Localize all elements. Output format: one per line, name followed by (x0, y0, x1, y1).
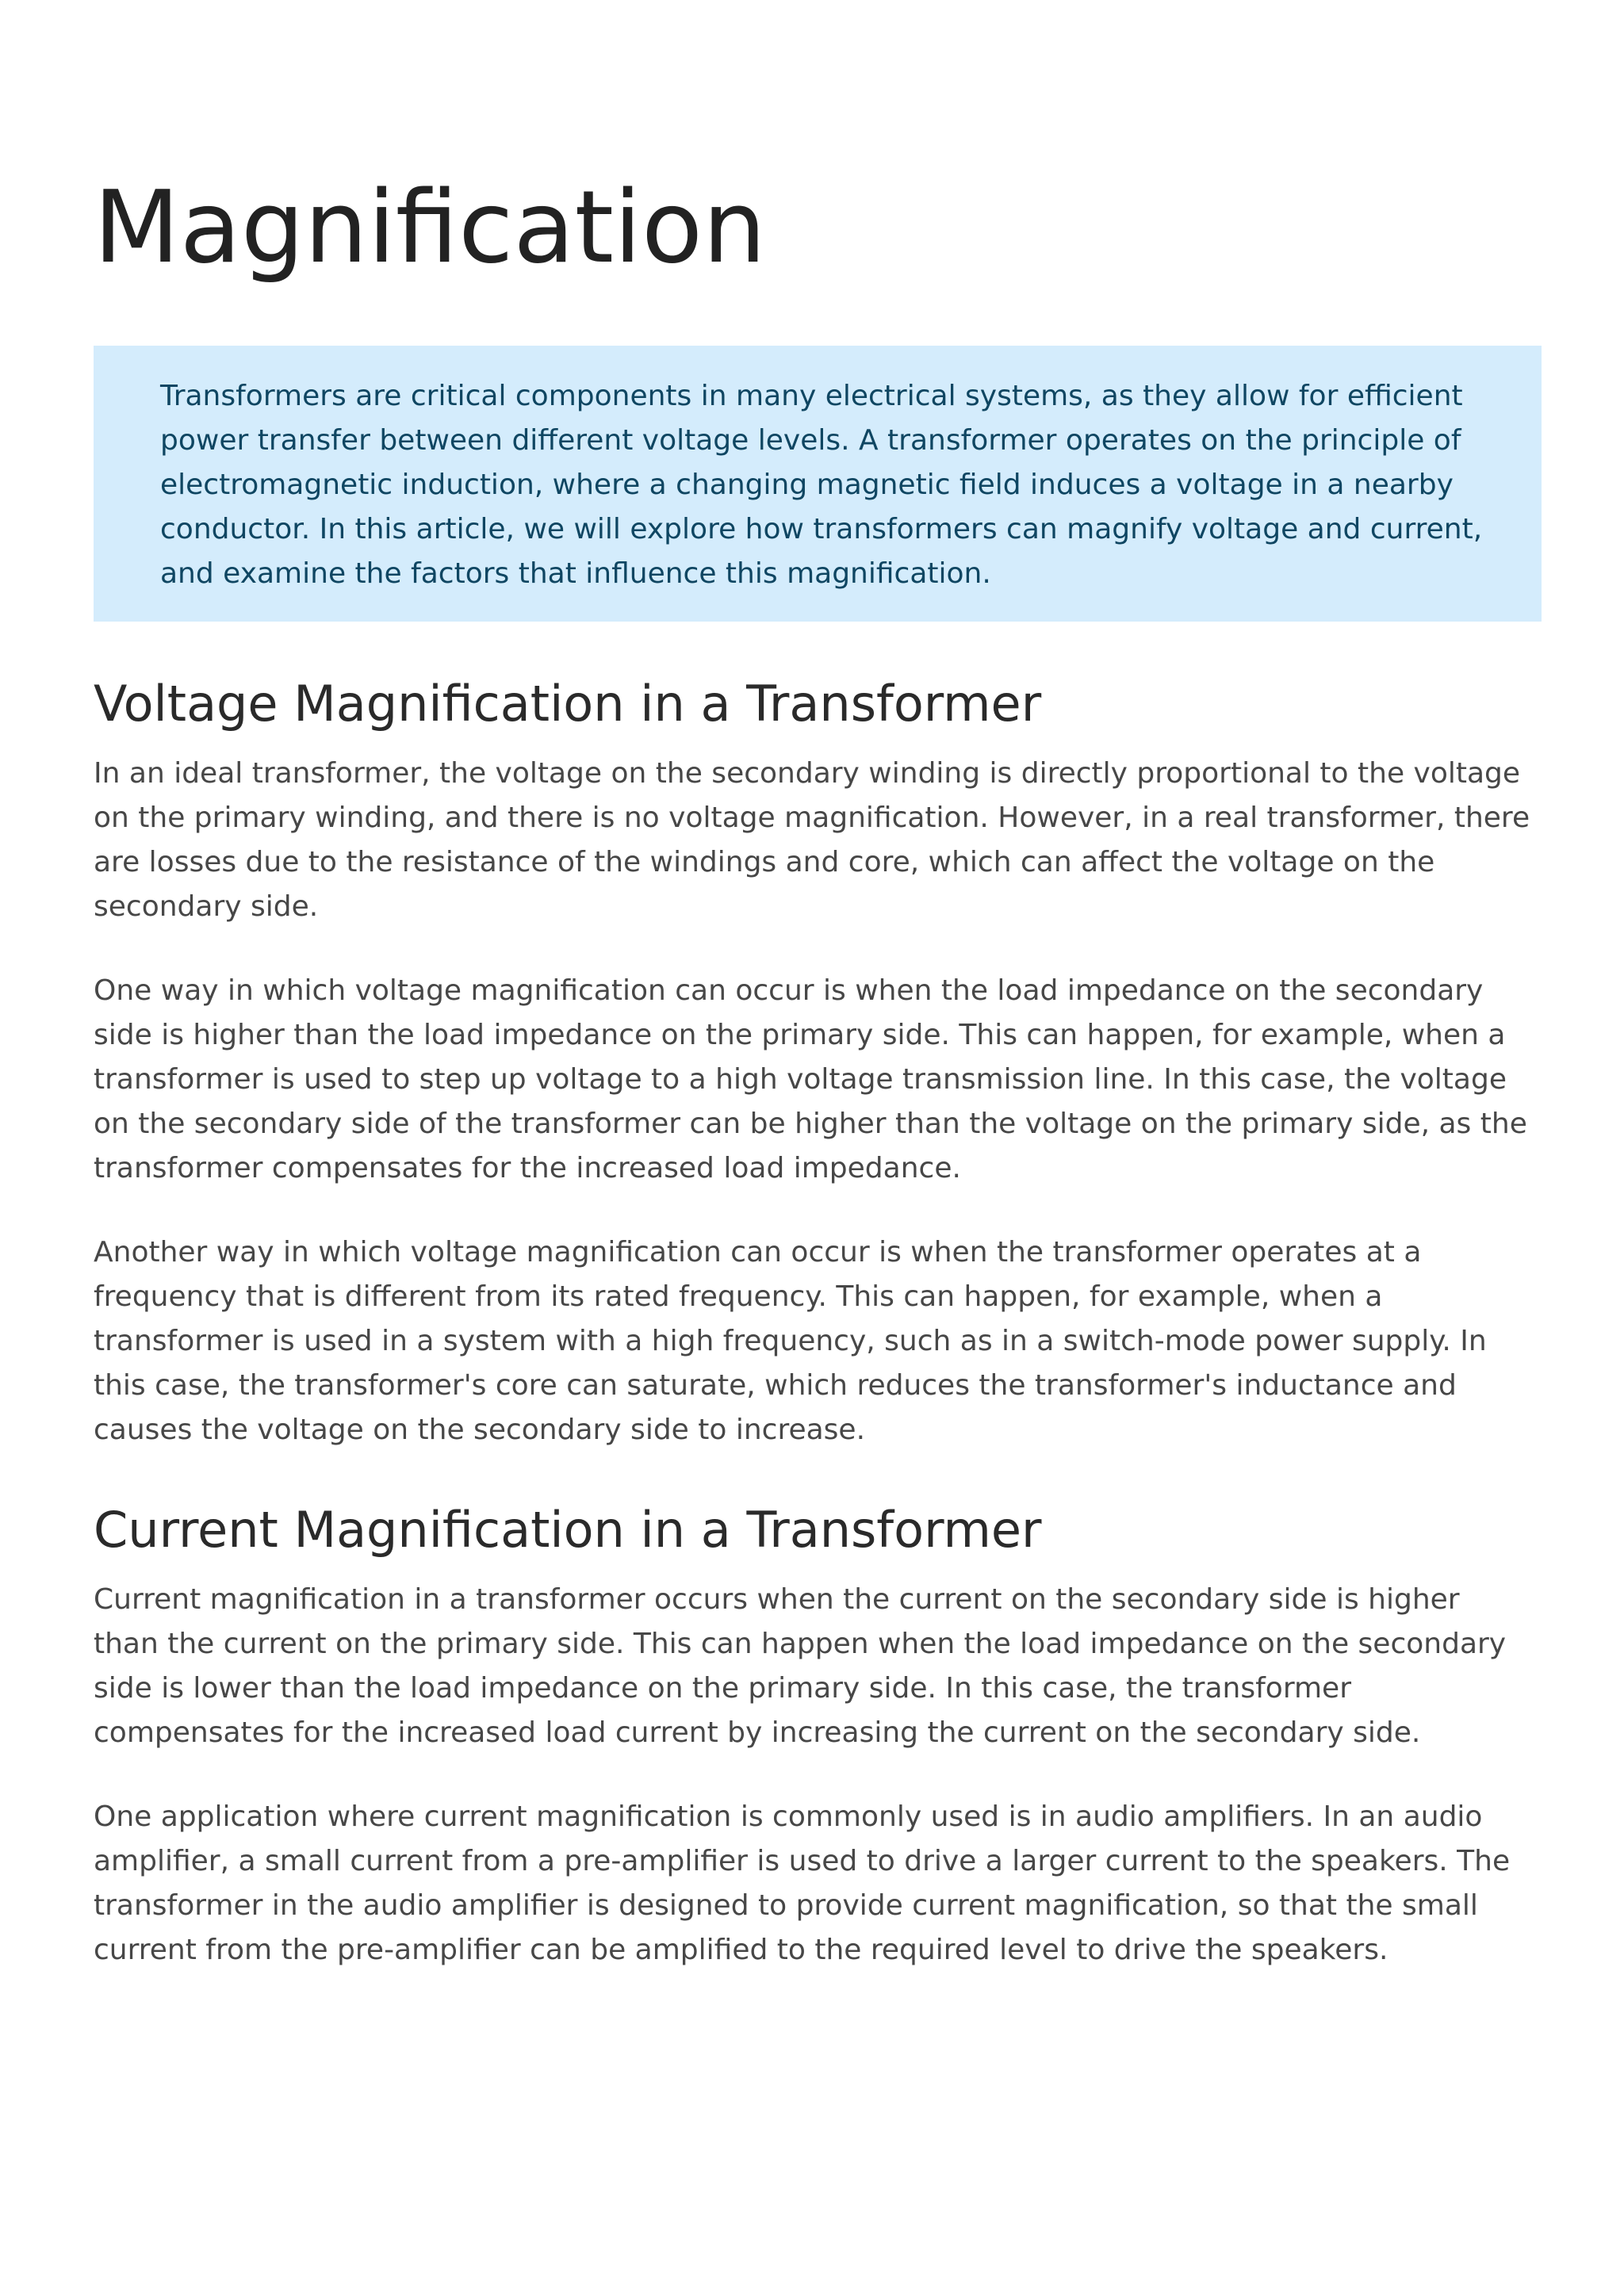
section-heading-voltage: Voltage Magnification in a Transformer (94, 675, 1042, 733)
paragraph: In an ideal transformer, the voltage on the secondary winding is directly proportional to the voltage on the primary winding, and there is no voltage magnification. However, in a real transformer, there are losses due to the resistance of the windings and core, which can affect the voltage on the secondary side. (94, 757, 1530, 923)
intro-callout (94, 346, 1542, 622)
paragraph: One application where current magnification is commonly used is in audio amplifiers. In an audio amplifier, a small current from a pre-amplifier is used to drive a larger current to the speakers. The transformer in the audio amplifier is designed to provide current magnification, so that the small current from the pre-amplifier can be amplified to the required level to drive the speakers. (94, 1800, 1511, 1966)
section-voltage-magnification (94, 672, 1530, 1452)
paragraph: Current magnification in a transformer occurs when the current on the secondary side is higher than the current on the primary side. This can happen when the load impedance on the secondary side is lower than the load impedance on the primary side. In this case, the transformer compensates for the increased load current by increasing the current on the secondary side. (94, 1583, 1507, 1749)
intro-text: Transformers are critical components in many electrical systems, as they allow for efficient power transfer between different voltage levels. A transformer operates on the principle of electromagnetic induction, where a changing magnetic field induces a voltage in a nearby conductor. In this article, we will explore how transformers can magnify voltage and current, and examine the factors that influence this magnification. (160, 380, 1483, 590)
page-title: Magnification (94, 169, 766, 285)
section-current-magnification (94, 1498, 1530, 1973)
paragraph: One way in which voltage magnification can occur is when the load impedance on the secondary side is higher than the load impedance on the primary side. This can happen, for example, when a transformer is used to step up voltage to a high voltage transmission line. In this case, the voltage on the secondary side of the transformer can be higher than the voltage on the primary side, as the transformer compensates for the increased load impedance. (94, 974, 1527, 1184)
section-heading-current: Current Magnification in a Transformer (94, 1501, 1042, 1559)
paragraph: Another way in which voltage magnification can occur is when the transformer operates at a frequency that is different from its rated frequency. This can happen, for example, when a transformer is used in a system with a high frequency, such as in a switch-mode power supply. In this case, the transformer's core can saturate, which reduces the transformer's inductance and causes the voltage on the secondary side to increase. (94, 1236, 1487, 1446)
